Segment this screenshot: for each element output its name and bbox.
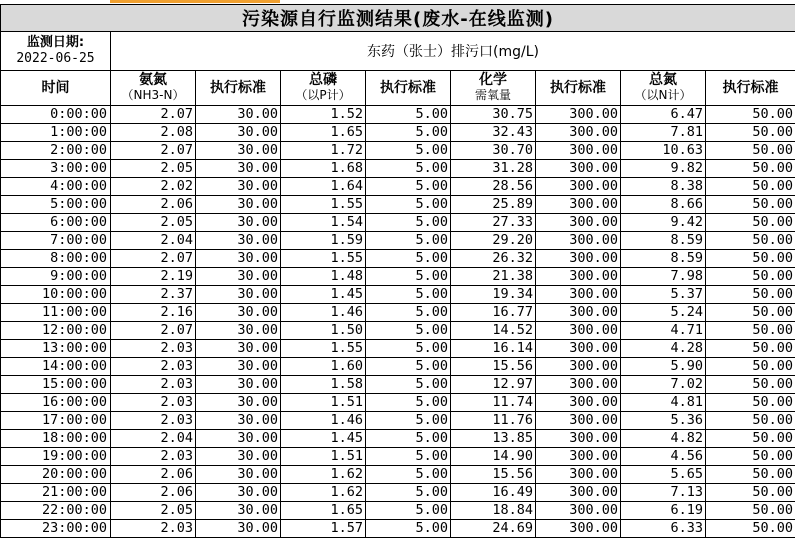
cell-cod: 13.85 — [451, 430, 536, 448]
cell-standard: 30.00 — [196, 376, 281, 394]
cell-total-phosphorus: 1.51 — [281, 448, 366, 466]
cell-standard: 5.00 — [366, 160, 451, 178]
cell-standard: 30.00 — [196, 142, 281, 160]
cell-cod: 16.49 — [451, 484, 536, 502]
cell-time: 23:00:00 — [1, 520, 111, 538]
cell-ammonia-nitrogen: 2.06 — [111, 484, 196, 502]
cell-total-nitrogen: 5.90 — [621, 358, 706, 376]
cell-total-nitrogen: 4.82 — [621, 430, 706, 448]
cell-ammonia-nitrogen: 2.07 — [111, 322, 196, 340]
cell-standard: 5.00 — [366, 214, 451, 232]
cell-standard: 30.00 — [196, 304, 281, 322]
cell-standard: 50.00 — [706, 124, 795, 142]
cell-cod: 32.43 — [451, 124, 536, 142]
cell-standard: 30.00 — [196, 322, 281, 340]
cell-standard: 50.00 — [706, 232, 795, 250]
table-row — [1, 268, 795, 286]
cell-standard: 50.00 — [706, 304, 795, 322]
header-line1: 总磷 — [309, 72, 337, 88]
monitoring-date-cell — [1, 32, 111, 71]
cell-total-nitrogen: 8.59 — [621, 232, 706, 250]
report-sheet — [0, 4, 795, 541]
cell-cod: 21.38 — [451, 268, 536, 286]
table-row — [1, 304, 795, 322]
cell-standard: 5.00 — [366, 340, 451, 358]
cell-standard: 300.00 — [536, 286, 621, 304]
cell-total-phosphorus: 1.45 — [281, 286, 366, 304]
cell-standard: 30.00 — [196, 484, 281, 502]
cell-standard: 50.00 — [706, 268, 795, 286]
cell-standard: 30.00 — [196, 430, 281, 448]
cell-standard: 300.00 — [536, 340, 621, 358]
cell-ammonia-nitrogen: 2.07 — [111, 106, 196, 124]
cell-standard: 5.00 — [366, 304, 451, 322]
header-line2: （NH3-N） — [121, 88, 185, 102]
cell-standard: 50.00 — [706, 466, 795, 484]
cell-ammonia-nitrogen: 2.02 — [111, 178, 196, 196]
cell-standard: 5.00 — [366, 196, 451, 214]
cell-total-phosphorus: 1.55 — [281, 250, 366, 268]
cell-time: 9:00:00 — [1, 268, 111, 286]
table-row — [1, 196, 795, 214]
cell-time: 16:00:00 — [1, 394, 111, 412]
cell-standard: 30.00 — [196, 214, 281, 232]
table-row — [1, 466, 795, 484]
cell-total-nitrogen: 4.81 — [621, 394, 706, 412]
monitoring-table — [0, 4, 795, 538]
cell-standard: 50.00 — [706, 196, 795, 214]
column-header-cod — [451, 71, 536, 106]
cell-cod: 15.56 — [451, 466, 536, 484]
cell-standard: 300.00 — [536, 430, 621, 448]
cell-time: 2:00:00 — [1, 142, 111, 160]
cell-standard: 50.00 — [706, 358, 795, 376]
cell-standard: 30.00 — [196, 412, 281, 430]
cell-standard: 5.00 — [366, 268, 451, 286]
cell-ammonia-nitrogen: 2.08 — [111, 124, 196, 142]
cell-standard: 5.00 — [366, 376, 451, 394]
cell-total-nitrogen: 7.13 — [621, 484, 706, 502]
date-label: 监测日期: — [26, 35, 85, 50]
cell-standard: 300.00 — [536, 142, 621, 160]
cell-ammonia-nitrogen: 2.06 — [111, 466, 196, 484]
cell-total-phosphorus: 1.50 — [281, 322, 366, 340]
cell-standard: 50.00 — [706, 448, 795, 466]
cell-total-nitrogen: 6.19 — [621, 502, 706, 520]
cell-standard: 300.00 — [536, 250, 621, 268]
cell-standard: 30.00 — [196, 268, 281, 286]
cell-standard: 30.00 — [196, 520, 281, 538]
cell-total-nitrogen: 6.47 — [621, 106, 706, 124]
cell-standard: 5.00 — [366, 412, 451, 430]
cell-total-phosphorus: 1.57 — [281, 520, 366, 538]
header-line1: 总氮 — [649, 72, 677, 88]
cell-standard: 30.00 — [196, 178, 281, 196]
cell-standard: 5.00 — [366, 322, 451, 340]
cell-total-phosphorus: 1.62 — [281, 484, 366, 502]
cell-time: 8:00:00 — [1, 250, 111, 268]
cell-time: 15:00:00 — [1, 376, 111, 394]
cell-standard: 300.00 — [536, 412, 621, 430]
cell-standard: 300.00 — [536, 466, 621, 484]
cell-cod: 27.33 — [451, 214, 536, 232]
cell-ammonia-nitrogen: 2.05 — [111, 502, 196, 520]
cell-total-phosphorus: 1.46 — [281, 412, 366, 430]
column-header-standard — [706, 71, 795, 106]
cell-cod: 19.34 — [451, 286, 536, 304]
cell-standard: 5.00 — [366, 250, 451, 268]
table-row — [1, 430, 795, 448]
cell-standard: 50.00 — [706, 340, 795, 358]
header-line1: 执行标准 — [550, 79, 606, 96]
cell-ammonia-nitrogen: 2.05 — [111, 214, 196, 232]
table-row — [1, 520, 795, 538]
cell-standard: 5.00 — [366, 448, 451, 466]
cell-ammonia-nitrogen: 2.19 — [111, 268, 196, 286]
cell-time: 12:00:00 — [1, 322, 111, 340]
column-header-total-phosphorus — [281, 71, 366, 106]
cell-standard: 300.00 — [536, 268, 621, 286]
cell-time: 11:00:00 — [1, 304, 111, 322]
cell-ammonia-nitrogen: 2.07 — [111, 250, 196, 268]
header-line2: 需氧量 — [474, 88, 511, 102]
cell-standard: 300.00 — [536, 358, 621, 376]
cell-total-phosphorus: 1.64 — [281, 178, 366, 196]
cell-standard: 50.00 — [706, 322, 795, 340]
cell-ammonia-nitrogen: 2.03 — [111, 340, 196, 358]
cell-cod: 29.20 — [451, 232, 536, 250]
cell-total-phosphorus: 1.60 — [281, 358, 366, 376]
cell-standard: 5.00 — [366, 520, 451, 538]
cell-standard: 300.00 — [536, 124, 621, 142]
cell-total-phosphorus: 1.65 — [281, 502, 366, 520]
cell-time: 10:00:00 — [1, 286, 111, 304]
cell-standard: 5.00 — [366, 178, 451, 196]
cell-time: 6:00:00 — [1, 214, 111, 232]
header-line1: 时间 — [41, 79, 70, 96]
cell-standard: 5.00 — [366, 466, 451, 484]
cell-time: 1:00:00 — [1, 124, 111, 142]
cell-standard: 300.00 — [536, 322, 621, 340]
cell-cod: 31.28 — [451, 160, 536, 178]
table-row — [1, 448, 795, 466]
table-row — [1, 142, 795, 160]
cell-standard: 30.00 — [196, 232, 281, 250]
cell-standard: 5.00 — [366, 502, 451, 520]
header-line1: 执行标准 — [722, 79, 779, 96]
cell-standard: 300.00 — [536, 520, 621, 538]
column-header-standard — [366, 71, 451, 106]
cell-time: 14:00:00 — [1, 358, 111, 376]
header-line1: 氨氮 — [139, 72, 167, 88]
table-row — [1, 340, 795, 358]
cell-total-nitrogen: 4.71 — [621, 322, 706, 340]
table-row — [1, 160, 795, 178]
cell-standard: 50.00 — [706, 430, 795, 448]
cell-standard: 30.00 — [196, 502, 281, 520]
cell-standard: 30.00 — [196, 124, 281, 142]
cell-total-phosphorus: 1.46 — [281, 304, 366, 322]
cell-standard: 300.00 — [536, 106, 621, 124]
report-title: 污染源自行监测结果(废水-在线监测) — [1, 5, 795, 32]
cell-ammonia-nitrogen: 2.03 — [111, 376, 196, 394]
cell-standard: 300.00 — [536, 394, 621, 412]
cell-standard: 300.00 — [536, 304, 621, 322]
cell-total-nitrogen: 7.98 — [621, 268, 706, 286]
cell-standard: 30.00 — [196, 394, 281, 412]
table-row — [1, 232, 795, 250]
cell-cod: 18.84 — [451, 502, 536, 520]
header-line2: （以P计） — [295, 88, 351, 102]
cell-standard: 30.00 — [196, 106, 281, 124]
cell-time: 19:00:00 — [1, 448, 111, 466]
cell-standard: 300.00 — [536, 214, 621, 232]
cell-total-phosphorus: 1.72 — [281, 142, 366, 160]
cell-total-nitrogen: 8.38 — [621, 178, 706, 196]
cell-cod: 24.69 — [451, 520, 536, 538]
cell-standard: 30.00 — [196, 196, 281, 214]
table-body — [1, 106, 795, 538]
cell-total-phosphorus: 1.62 — [281, 466, 366, 484]
cell-standard: 300.00 — [536, 196, 621, 214]
cell-standard: 50.00 — [706, 502, 795, 520]
cell-ammonia-nitrogen: 2.04 — [111, 430, 196, 448]
cell-cod: 26.32 — [451, 250, 536, 268]
cell-time: 20:00:00 — [1, 466, 111, 484]
cell-cod: 14.52 — [451, 322, 536, 340]
column-header-time — [1, 71, 111, 106]
cell-total-nitrogen: 9.42 — [621, 214, 706, 232]
cell-ammonia-nitrogen: 2.16 — [111, 304, 196, 322]
cell-total-phosphorus: 1.68 — [281, 160, 366, 178]
cell-standard: 30.00 — [196, 286, 281, 304]
header-line1: 执行标准 — [380, 79, 436, 96]
cell-standard: 5.00 — [366, 232, 451, 250]
cell-total-phosphorus: 1.52 — [281, 106, 366, 124]
cell-standard: 300.00 — [536, 484, 621, 502]
cell-cod: 16.77 — [451, 304, 536, 322]
cell-standard: 50.00 — [706, 394, 795, 412]
cell-standard: 5.00 — [366, 124, 451, 142]
table-row — [1, 178, 795, 196]
cell-time: 4:00:00 — [1, 178, 111, 196]
table-row — [1, 286, 795, 304]
discharge-outlet: 东药（张士）排污口(mg/L) — [111, 32, 795, 71]
cell-total-nitrogen: 6.33 — [621, 520, 706, 538]
table-row — [1, 412, 795, 430]
cell-standard: 300.00 — [536, 448, 621, 466]
cell-standard: 30.00 — [196, 448, 281, 466]
cell-time: 22:00:00 — [1, 502, 111, 520]
cell-standard: 5.00 — [366, 430, 451, 448]
cell-cod: 14.90 — [451, 448, 536, 466]
cell-time: 18:00:00 — [1, 430, 111, 448]
cell-total-nitrogen: 10.63 — [621, 142, 706, 160]
cell-total-phosphorus: 1.55 — [281, 340, 366, 358]
date-value: 2022-06-25 — [16, 51, 95, 66]
table-row — [1, 250, 795, 268]
selection-accent — [110, 0, 280, 3]
cell-standard: 5.00 — [366, 358, 451, 376]
cell-total-nitrogen: 9.82 — [621, 160, 706, 178]
cell-time: 3:00:00 — [1, 160, 111, 178]
cell-total-phosphorus: 1.58 — [281, 376, 366, 394]
header-line1: 执行标准 — [210, 79, 266, 96]
cell-standard: 300.00 — [536, 160, 621, 178]
cell-total-nitrogen: 5.37 — [621, 286, 706, 304]
cell-cod: 28.56 — [451, 178, 536, 196]
cell-standard: 30.00 — [196, 250, 281, 268]
cell-time: 17:00:00 — [1, 412, 111, 430]
cell-total-nitrogen: 7.02 — [621, 376, 706, 394]
table-row — [1, 124, 795, 142]
cell-standard: 30.00 — [196, 340, 281, 358]
table-row — [1, 484, 795, 502]
table-row — [1, 376, 795, 394]
header-line1: 化学 — [479, 72, 507, 88]
cell-standard: 50.00 — [706, 214, 795, 232]
cell-ammonia-nitrogen: 2.37 — [111, 286, 196, 304]
cell-standard: 50.00 — [706, 520, 795, 538]
table-row — [1, 106, 795, 124]
cell-standard: 5.00 — [366, 394, 451, 412]
cell-total-phosphorus: 1.48 — [281, 268, 366, 286]
cell-standard: 30.00 — [196, 466, 281, 484]
cell-total-nitrogen: 4.56 — [621, 448, 706, 466]
cell-ammonia-nitrogen: 2.03 — [111, 412, 196, 430]
cell-ammonia-nitrogen: 2.03 — [111, 394, 196, 412]
cell-total-phosphorus: 1.54 — [281, 214, 366, 232]
cell-total-phosphorus: 1.59 — [281, 232, 366, 250]
table-row — [1, 214, 795, 232]
cell-standard: 300.00 — [536, 502, 621, 520]
header-line2: （以N计） — [634, 88, 692, 102]
cell-standard: 50.00 — [706, 142, 795, 160]
cell-ammonia-nitrogen: 2.06 — [111, 196, 196, 214]
cell-ammonia-nitrogen: 2.03 — [111, 358, 196, 376]
cell-ammonia-nitrogen: 2.03 — [111, 520, 196, 538]
cell-standard: 50.00 — [706, 376, 795, 394]
cell-total-nitrogen: 8.66 — [621, 196, 706, 214]
cell-ammonia-nitrogen: 2.05 — [111, 160, 196, 178]
cell-standard: 50.00 — [706, 178, 795, 196]
cell-cod: 30.70 — [451, 142, 536, 160]
cell-total-nitrogen: 4.28 — [621, 340, 706, 358]
cell-standard: 30.00 — [196, 160, 281, 178]
cell-total-nitrogen: 5.65 — [621, 466, 706, 484]
column-header-standard — [536, 71, 621, 106]
table-row — [1, 502, 795, 520]
cell-total-phosphorus: 1.51 — [281, 394, 366, 412]
cell-ammonia-nitrogen: 2.07 — [111, 142, 196, 160]
cell-standard: 50.00 — [706, 286, 795, 304]
cell-total-nitrogen: 7.81 — [621, 124, 706, 142]
cell-ammonia-nitrogen: 2.03 — [111, 448, 196, 466]
cell-cod: 11.76 — [451, 412, 536, 430]
column-header-ammonia-nitrogen — [111, 71, 196, 106]
cell-cod: 30.75 — [451, 106, 536, 124]
cell-total-nitrogen: 5.36 — [621, 412, 706, 430]
cell-standard: 50.00 — [706, 106, 795, 124]
cell-cod: 15.56 — [451, 358, 536, 376]
cell-cod: 16.14 — [451, 340, 536, 358]
cell-standard: 5.00 — [366, 142, 451, 160]
cell-standard: 30.00 — [196, 358, 281, 376]
column-header-standard — [196, 71, 281, 106]
column-header-row — [1, 71, 795, 106]
cell-cod: 12.97 — [451, 376, 536, 394]
cell-total-phosphorus: 1.45 — [281, 430, 366, 448]
cell-standard: 50.00 — [706, 484, 795, 502]
cell-time: 21:00:00 — [1, 484, 111, 502]
cell-time: 13:00:00 — [1, 340, 111, 358]
cell-standard: 5.00 — [366, 106, 451, 124]
table-row — [1, 322, 795, 340]
cell-total-nitrogen: 5.24 — [621, 304, 706, 322]
cell-standard: 300.00 — [536, 232, 621, 250]
cell-standard: 300.00 — [536, 376, 621, 394]
cell-standard: 50.00 — [706, 160, 795, 178]
cell-cod: 11.74 — [451, 394, 536, 412]
column-header-total-nitrogen — [621, 71, 706, 106]
cell-total-phosphorus: 1.65 — [281, 124, 366, 142]
table-row — [1, 358, 795, 376]
table-row — [1, 394, 795, 412]
cell-total-nitrogen: 8.59 — [621, 250, 706, 268]
cell-time: 5:00:00 — [1, 196, 111, 214]
cell-time: 0:00:00 — [1, 106, 111, 124]
cell-ammonia-nitrogen: 2.04 — [111, 232, 196, 250]
cell-standard: 5.00 — [366, 484, 451, 502]
cell-cod: 25.89 — [451, 196, 536, 214]
cell-standard: 50.00 — [706, 412, 795, 430]
cell-standard: 5.00 — [366, 286, 451, 304]
cell-standard: 300.00 — [536, 178, 621, 196]
cell-total-phosphorus: 1.55 — [281, 196, 366, 214]
cell-time: 7:00:00 — [1, 232, 111, 250]
cell-standard: 50.00 — [706, 250, 795, 268]
